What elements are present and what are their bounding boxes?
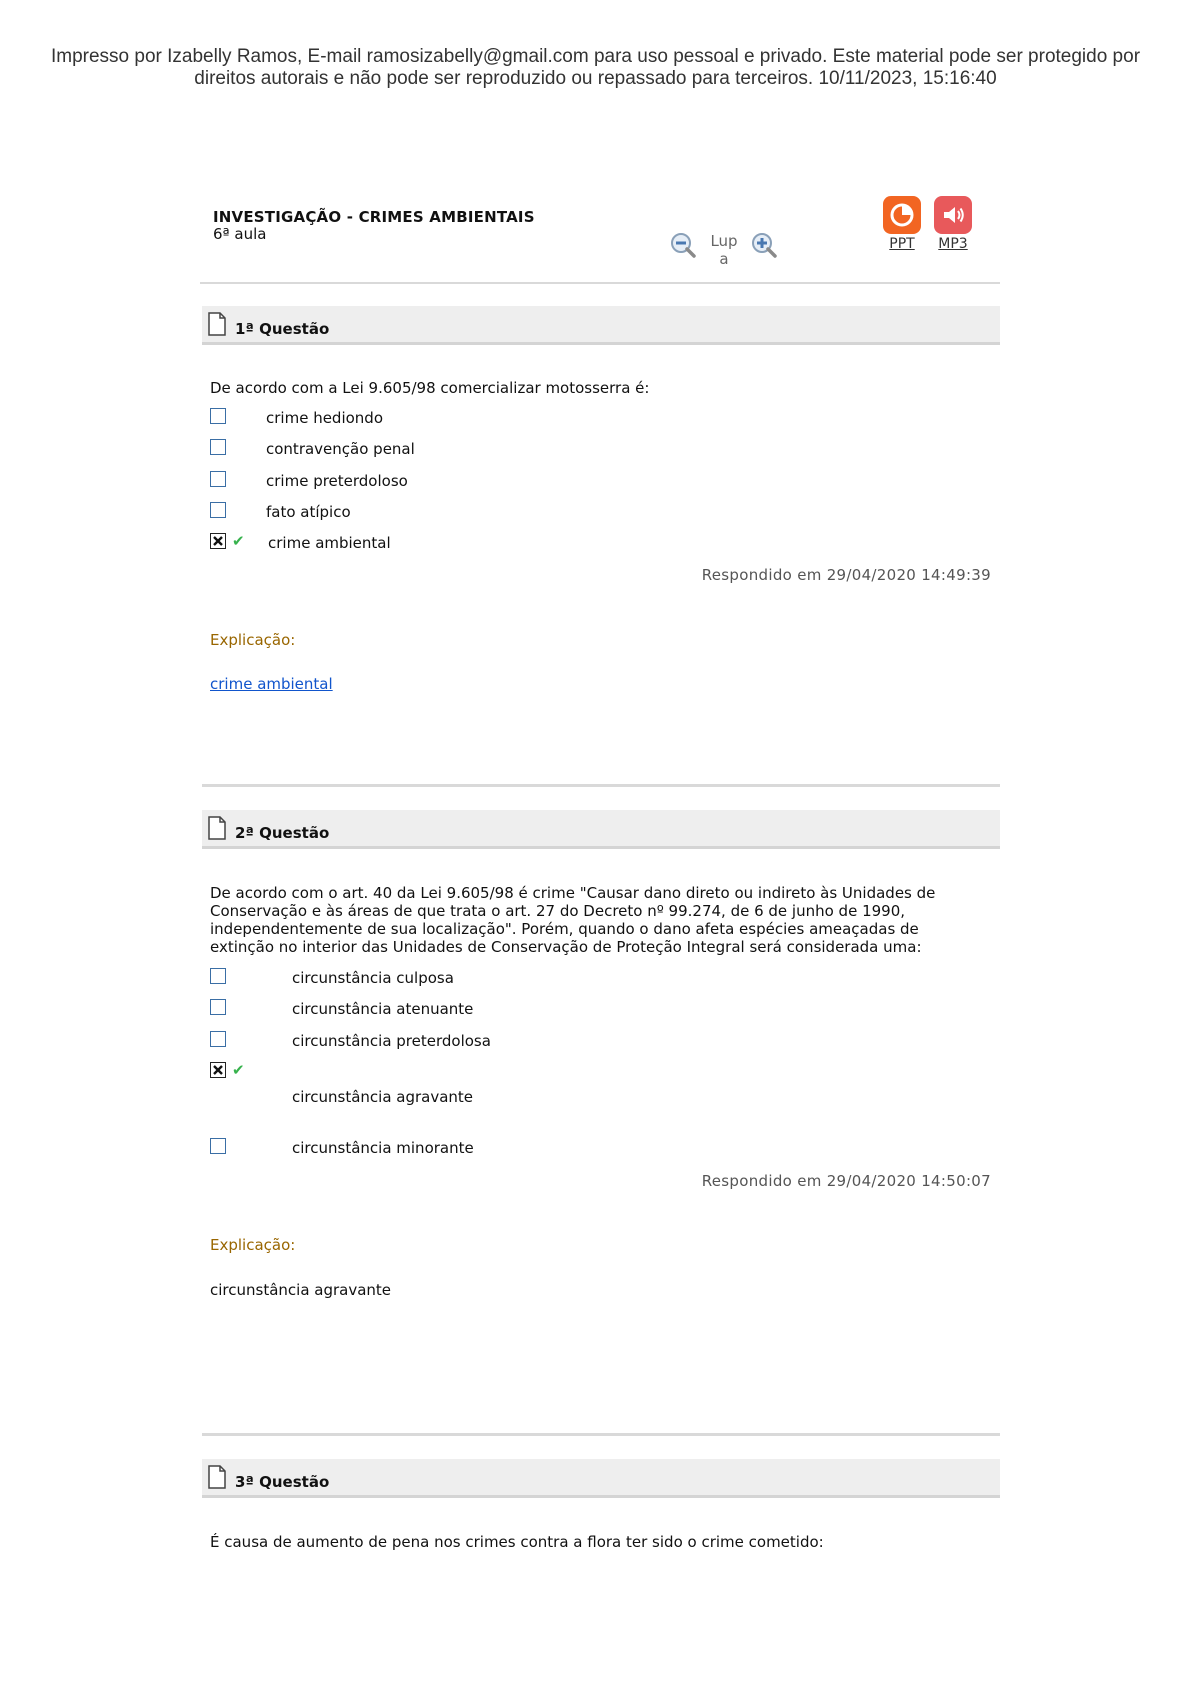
- correct-check-icon: ✔: [232, 1061, 245, 1079]
- zoom-in-icon[interactable]: [751, 232, 777, 258]
- option[interactable]: [210, 999, 910, 1023]
- question-title: 2ª Questão: [235, 824, 330, 842]
- option-checkbox[interactable]: [210, 439, 226, 455]
- option-checkbox[interactable]: [210, 1138, 226, 1154]
- question-header: [202, 1459, 1000, 1498]
- option[interactable]: [210, 1031, 910, 1055]
- ppt-icon[interactable]: [883, 196, 921, 234]
- option-checkbox[interactable]: [210, 1031, 226, 1047]
- document-icon: [207, 1465, 227, 1489]
- question-title: 1ª Questão: [235, 320, 330, 338]
- explanation-label: Explicação:: [210, 631, 296, 649]
- divider: [202, 784, 1000, 787]
- correct-check-icon: ✔: [232, 532, 245, 550]
- watermark-line-2: direitos autorais e não pode ser reproduzido ou repassado para terceiros. 10/11/2023, 15:16:40: [194, 68, 997, 89]
- watermark-line-1: Impresso por Izabelly Ramos, E-mail ramosizabelly@gmail.com para uso pessoal e privado. Este material pode ser protegido por: [50, 46, 1141, 67]
- option-label: contravenção penal: [266, 440, 415, 458]
- question-header: [202, 810, 1000, 849]
- question-stem: De acordo com o art. 40 da Lei 9.605/98 é crime "Causar dano direto ou indireto às Unidades de Conservação e às áreas de que trata o art. 27 do Decreto nº 99.274, de 6 de junho de 1990, independentemente de sua localização". Porém, quando o dano afeta espécies ameaçadas de extinção no interior das Unidades de Conservação de Proteção Integral será considerada uma:: [210, 884, 936, 956]
- explanation-link[interactable]: crime ambiental: [210, 675, 333, 693]
- option-label: crime ambiental: [268, 534, 391, 552]
- explanation: circunstância agravante: [210, 1281, 392, 1299]
- document-icon: [207, 816, 227, 840]
- answered-timestamp: Respondido em 29/04/2020 14:49:39: [701, 566, 991, 584]
- zoom-label: Lupa: [710, 232, 738, 268]
- option[interactable]: [210, 1138, 910, 1162]
- option-label: circunstância culposa: [292, 969, 454, 987]
- explanation: [210, 675, 333, 693]
- option-label: circunstância minorante: [292, 1139, 474, 1157]
- option[interactable]: [210, 439, 910, 463]
- option-checkbox[interactable]: [210, 502, 226, 518]
- document-icon: [207, 312, 227, 336]
- option-checkbox[interactable]: [210, 408, 226, 424]
- lesson-number: 6ª aula: [213, 225, 267, 243]
- option-checkbox-checked[interactable]: [210, 1062, 226, 1078]
- option-selected[interactable]: [210, 1062, 910, 1122]
- option-label: fato atípico: [266, 503, 351, 521]
- ppt-download[interactable]: [879, 196, 925, 252]
- print-watermark: [0, 46, 1191, 90]
- question-stem: É causa de aumento de pena nos crimes contra a flora ter sido o crime cometido:: [210, 1533, 824, 1551]
- option-label: circunstância preterdolosa: [292, 1032, 491, 1050]
- option-label: crime preterdoloso: [266, 472, 408, 490]
- zoom-out-icon[interactable]: [670, 232, 696, 258]
- mp3-link[interactable]: MP3: [938, 236, 968, 252]
- option-checkbox-checked[interactable]: [210, 533, 226, 549]
- option-label: crime hediondo: [266, 409, 383, 427]
- option-checkbox[interactable]: [210, 968, 226, 984]
- option[interactable]: [210, 968, 910, 992]
- question-title: 3ª Questão: [235, 1473, 330, 1491]
- lesson-header: [200, 208, 1000, 284]
- option[interactable]: [210, 502, 910, 526]
- explanation-label: Explicação:: [210, 1236, 296, 1254]
- speaker-icon[interactable]: [934, 196, 972, 234]
- option-selected[interactable]: [210, 533, 910, 557]
- mp3-download[interactable]: [930, 196, 976, 252]
- option-label: circunstância atenuante: [292, 1000, 474, 1018]
- zoom-controls: [670, 230, 780, 270]
- option[interactable]: [210, 408, 910, 432]
- question-stem: De acordo com a Lei 9.605/98 comercializar motosserra é:: [210, 379, 650, 397]
- option-label: circunstância agravante: [292, 1088, 474, 1106]
- option-checkbox[interactable]: [210, 471, 226, 487]
- option-checkbox[interactable]: [210, 999, 226, 1015]
- ppt-link[interactable]: PPT: [889, 236, 915, 252]
- option[interactable]: [210, 471, 910, 495]
- divider: [202, 1433, 1000, 1436]
- answered-timestamp: Respondido em 29/04/2020 14:50:07: [701, 1172, 991, 1190]
- question-header: [202, 306, 1000, 345]
- x-mark-icon: [213, 536, 223, 546]
- course-title: INVESTIGAÇÃO - CRIMES AMBIENTAIS: [213, 208, 535, 226]
- x-mark-icon: [213, 1065, 223, 1075]
